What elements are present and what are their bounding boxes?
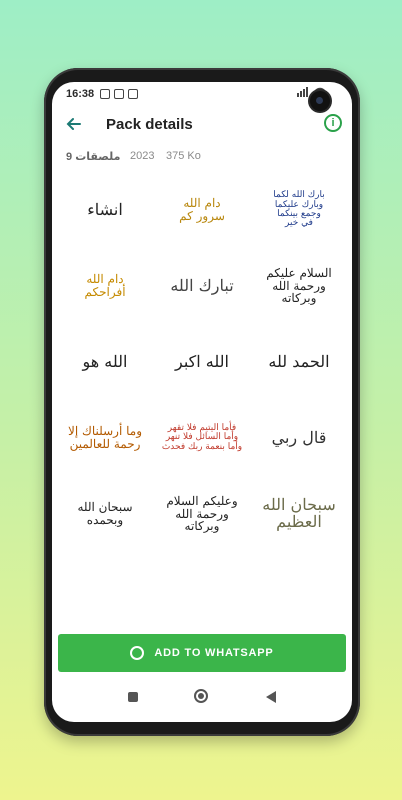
app-bar — [52, 106, 352, 142]
page-title: Pack details — [106, 116, 193, 133]
sticker-text: الله اكبر — [175, 351, 229, 371]
sticker-item[interactable] — [159, 253, 245, 319]
sticker-item[interactable] — [62, 329, 148, 395]
sticker-item[interactable] — [159, 329, 245, 395]
sticker-item[interactable] — [62, 481, 148, 547]
sim-icon — [114, 89, 124, 99]
sticker-item[interactable] — [256, 177, 342, 243]
sticker-item[interactable] — [256, 253, 342, 319]
pack-meta — [66, 150, 346, 166]
system-nav-bar — [52, 682, 352, 712]
sticker-item[interactable] — [256, 481, 342, 547]
sticker-text: وعليكم السلام ورحمة الله وبركاته — [166, 494, 238, 534]
add-to-whatsapp-label: ADD TO WHATSAPP — [154, 647, 274, 659]
whatsapp-icon — [130, 646, 144, 660]
info-icon[interactable]: i — [324, 114, 342, 132]
pack-year: 2023 — [130, 150, 155, 162]
nav-back-icon[interactable] — [266, 691, 276, 703]
sticker-text: سبحان الله العظيم — [262, 495, 336, 531]
status-time: 16:38 — [66, 88, 95, 100]
sticker-item[interactable] — [62, 405, 148, 471]
sticker-item[interactable] — [62, 177, 148, 243]
sticker-text: وما أرسلناك إلا رحمة للعالمين — [67, 424, 142, 451]
sticker-text: دام الله أفراحكم — [84, 272, 126, 299]
sticker-text: الحمد لله — [268, 351, 330, 371]
sticker-text: بارك الله لكما وبارك عليكما وجمع بينكما في خير — [273, 190, 325, 229]
sticker-text: سبحان الله وبحمده — [77, 500, 133, 527]
sticker-item[interactable] — [256, 405, 342, 471]
sticker-text: دام الله سرور كم — [179, 196, 225, 223]
pack-size: 375 Ko — [166, 150, 201, 162]
app-screen — [52, 82, 352, 722]
sticker-text: انشاء — [87, 199, 123, 219]
status-bar — [52, 82, 352, 106]
sticker-grid — [52, 177, 352, 557]
sticker-text: تبارك الله — [170, 275, 234, 295]
sticker-text: فأما اليتيم فلا تقهر وأما السائل فلا تنهر وأما بنعمة ربك فحدث — [161, 422, 243, 452]
sticker-count: 9 ملصقات — [66, 151, 121, 163]
sync-icon — [128, 89, 138, 99]
sticker-text: الله هو — [82, 351, 128, 371]
home-icon[interactable] — [194, 689, 208, 703]
signal-icon — [297, 87, 309, 97]
sticker-item[interactable] — [62, 253, 148, 319]
arrow-back-icon[interactable] — [64, 114, 84, 134]
add-to-whatsapp-button[interactable] — [58, 634, 346, 672]
sticker-item[interactable] — [159, 177, 245, 243]
sticker-text: قال ربي — [271, 427, 327, 447]
sticker-item[interactable] — [256, 329, 342, 395]
notification-icon — [100, 89, 110, 99]
sticker-text: السلام عليكم ورحمة الله وبركاته — [266, 266, 332, 306]
sticker-item[interactable] — [159, 405, 245, 471]
sticker-item[interactable] — [159, 481, 245, 547]
recents-icon[interactable] — [128, 692, 138, 702]
